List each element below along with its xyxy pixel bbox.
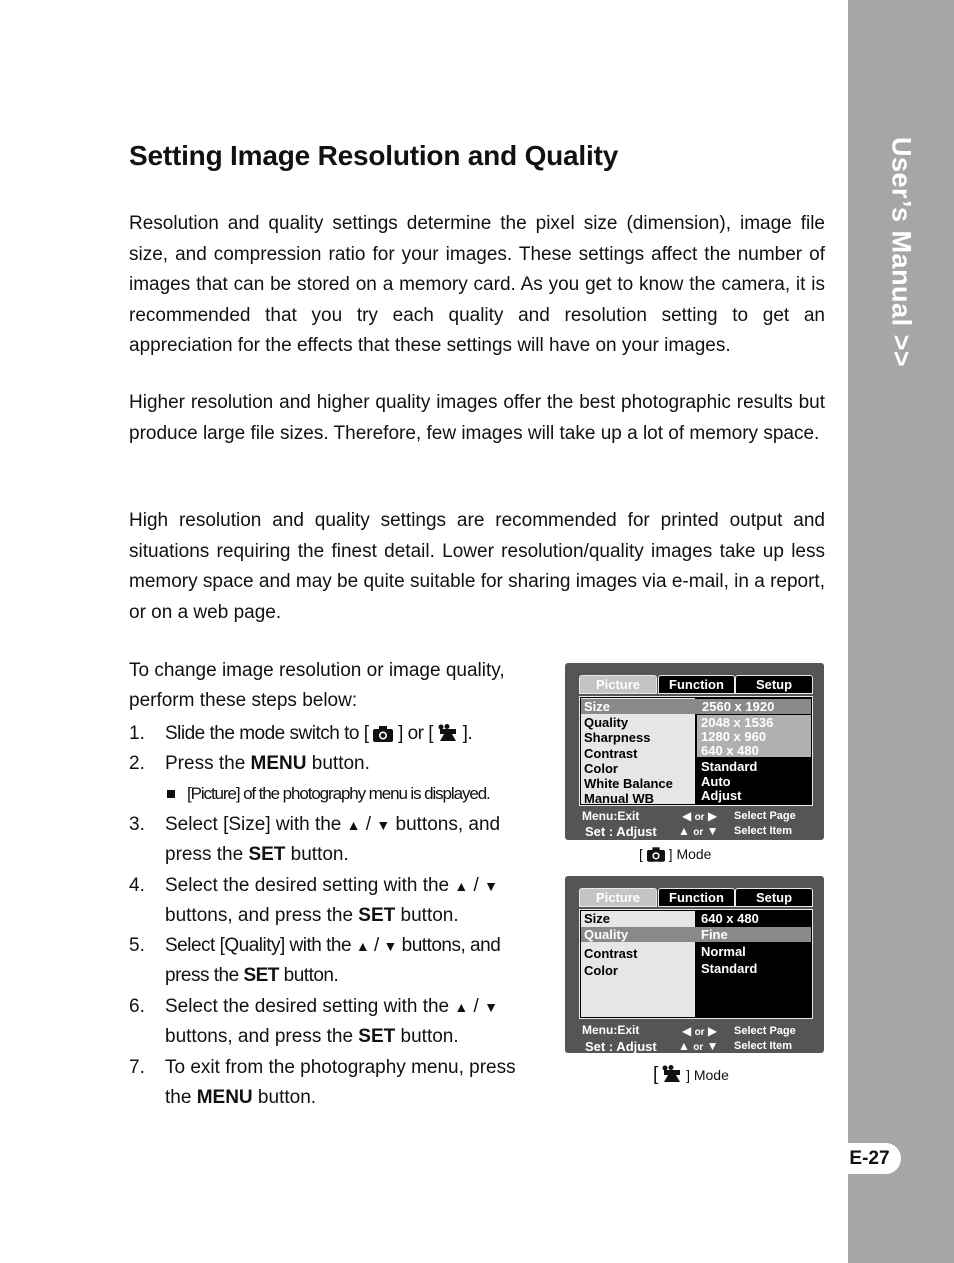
sidebar-title: User’s Manual >> <box>886 137 917 368</box>
menu-label-contrast: Contrast <box>584 746 638 761</box>
menu-value-manual-wb: Adjust <box>701 788 742 803</box>
paragraph-2: Higher resolution and higher quality images offer the best photographic results but produce large file sizes. Therefore, few images will take up a lot of memory space. <box>129 392 825 444</box>
step-text: Slide the mode switch to [ <box>165 723 369 744</box>
step-number: 4. <box>129 875 145 896</box>
camera-menu-screen-movie <box>565 876 824 1053</box>
tab-setup: Setup <box>735 675 813 694</box>
set-button-label: SET <box>358 905 396 927</box>
step-text: button. <box>395 905 459 927</box>
step-text: button. <box>395 1026 459 1048</box>
slash: / <box>365 814 372 835</box>
menu-label-manual-wb: Manual WB <box>584 791 655 806</box>
triangle-down-icon: ▼ <box>484 999 498 1015</box>
quality-option: Standard <box>701 961 758 976</box>
camera-icon <box>647 847 665 862</box>
slash: / <box>373 935 379 956</box>
step-text: button. <box>306 753 370 774</box>
movie-camera-icon <box>438 724 458 742</box>
size-option: 2048 x 1536 <box>701 715 774 730</box>
page-title: Setting Image Resolution and Quality <box>129 140 619 171</box>
menu-value-size: 640 x 480 <box>701 911 759 926</box>
triangle-down-icon: ▼ <box>383 938 397 954</box>
screen-caption-movie <box>653 1064 729 1086</box>
selected-row-highlight <box>581 699 811 714</box>
tab-function: Function <box>658 675 735 694</box>
slash: / <box>473 875 479 896</box>
footer-set-adjust: Set : Adjust <box>585 824 657 839</box>
step-text: Select [Size] with the <box>165 814 342 835</box>
menu-value-white-balance: Auto <box>701 774 731 789</box>
screen-caption-still <box>639 846 711 862</box>
triangle-left-icon: ◀ <box>682 809 692 823</box>
step-text: Select the desired setting with the <box>165 996 450 1017</box>
footer-or: or <box>693 827 704 838</box>
movie-camera-icon <box>662 1065 682 1083</box>
step-1 <box>129 719 539 749</box>
step-text: buttons, and press the <box>165 814 501 866</box>
step-text: Select the desired setting with the <box>165 875 450 896</box>
triangle-right-icon: ▶ <box>707 1024 718 1038</box>
step-text: buttons, and press the <box>165 905 359 927</box>
set-button-label: SET <box>243 965 279 987</box>
set-button-label: SET <box>248 844 286 866</box>
footer-select-item: Select Item <box>734 1040 793 1052</box>
step-number: 1. <box>129 723 145 744</box>
paragraph-3: High resolution and quality settings are recommended for printed output and situations requiring the finest detail. Lower resolution/quality images take up less memory space and may be quite suitable for sharing images via e-mail, in a report, or on a web page. <box>129 510 825 623</box>
step-text: buttons, and press the <box>165 1026 359 1048</box>
step-3 <box>129 810 539 871</box>
triangle-down-icon: ▼ <box>376 817 391 833</box>
step-text: Press the <box>165 753 251 774</box>
caption-mode: ] Mode <box>668 846 712 862</box>
bracket: [ <box>639 846 643 862</box>
menu-button-label: MENU <box>250 753 307 774</box>
bullet-square-icon <box>167 790 175 798</box>
step-text: button. <box>252 1087 317 1109</box>
menu-label-color: Color <box>584 963 618 978</box>
triangle-up-icon: ▲ <box>346 817 361 833</box>
triangle-down-icon: ▼ <box>484 878 498 894</box>
set-button-label: SET <box>358 1026 396 1048</box>
footer-or: or <box>694 1027 705 1038</box>
footer-menu-exit: Menu:Exit <box>582 1023 640 1037</box>
triangle-left-icon: ◀ <box>682 1024 692 1038</box>
menu-value-color: Standard <box>701 759 758 774</box>
tab-function: Function <box>658 888 735 907</box>
tab-setup: Setup <box>735 888 813 907</box>
footer-or: or <box>694 812 705 823</box>
menu-label-white-balance: White Balance <box>584 776 673 791</box>
slash: / <box>473 996 479 1017</box>
note-text: [Picture] of the photography menu is displayed. <box>187 784 490 803</box>
footer-select-page: Select Page <box>734 1025 796 1037</box>
size-option: 640 x 480 <box>701 743 759 758</box>
quality-option: Fine <box>701 927 728 942</box>
step-text: button. <box>285 844 349 866</box>
triangle-right-icon: ▶ <box>707 809 718 823</box>
step-number: 5. <box>129 935 145 956</box>
menu-label-size: Size <box>584 699 611 714</box>
menu-label-size: Size <box>584 911 611 926</box>
step-text: ] or [ <box>398 723 434 744</box>
footer-select-item: Select Item <box>734 825 793 837</box>
step-text: buttons, and press the <box>165 935 501 987</box>
triangle-up-icon: ▲ <box>454 878 469 894</box>
triangle-up-icon: ▲ <box>678 824 690 838</box>
triangle-down-icon: ▼ <box>706 1039 719 1053</box>
caption-mode: ] Mode <box>686 1067 729 1083</box>
menu-panel <box>579 909 813 1019</box>
triangle-up-icon: ▲ <box>454 999 469 1015</box>
paragraph-1: Resolution and quality settings determine the pixel size (dimension), image file size, and compression ratio for your images. These settings affect the number of images that can be stored on a memory card. As you get to know the camera, it is recommended that you try each quality and resolution setting to get an appreciation for the effects that these settings will have on your images. <box>129 213 825 356</box>
menu-label-sharpness: Sharpness <box>584 730 651 745</box>
size-option: 2560 x 1920 <box>702 699 775 714</box>
bracket: [ <box>653 1064 659 1085</box>
menu-label-contrast: Contrast <box>584 946 638 961</box>
triangle-up-icon: ▲ <box>678 1039 690 1053</box>
menu-label-quality: Quality <box>584 927 629 942</box>
step-number: 3. <box>129 814 145 835</box>
menu-button-label: MENU <box>196 1087 253 1109</box>
footer-or: or <box>693 1042 704 1053</box>
step-7 <box>129 1053 539 1114</box>
menu-label-color: Color <box>584 761 618 776</box>
footer-menu-exit: Menu:Exit <box>582 809 640 823</box>
step-text: button. <box>278 965 339 987</box>
menu-panel <box>579 696 813 806</box>
page-number: E-27 <box>838 1143 901 1174</box>
step-number: 7. <box>129 1057 145 1078</box>
size-option: 1280 x 960 <box>701 729 767 744</box>
step-6 <box>129 992 539 1053</box>
tab-picture: Picture <box>579 675 657 694</box>
steps-intro: To change image resolution or image quality, perform these steps below: <box>129 660 505 711</box>
step-number: 2. <box>129 753 145 774</box>
step-text: Select [Quality] with the <box>165 935 352 956</box>
triangle-up-icon: ▲ <box>355 938 370 954</box>
quality-option: Normal <box>701 944 746 959</box>
menu-label-quality: Quality <box>584 715 629 730</box>
step-text: To exit from the photography menu, press the <box>165 1057 516 1109</box>
footer-set-adjust: Set : Adjust <box>585 1039 657 1054</box>
step-2 <box>129 749 539 779</box>
triangle-down-icon: ▼ <box>706 824 719 838</box>
step-text: ]. <box>462 723 473 744</box>
step-5 <box>129 931 539 992</box>
step-4 <box>129 871 539 932</box>
step-number: 6. <box>129 996 145 1017</box>
camera-icon <box>373 726 393 742</box>
footer-select-page: Select Page <box>734 810 796 822</box>
step-note <box>165 784 490 804</box>
tab-picture: Picture <box>579 888 657 907</box>
camera-menu-screen-still <box>565 663 824 840</box>
